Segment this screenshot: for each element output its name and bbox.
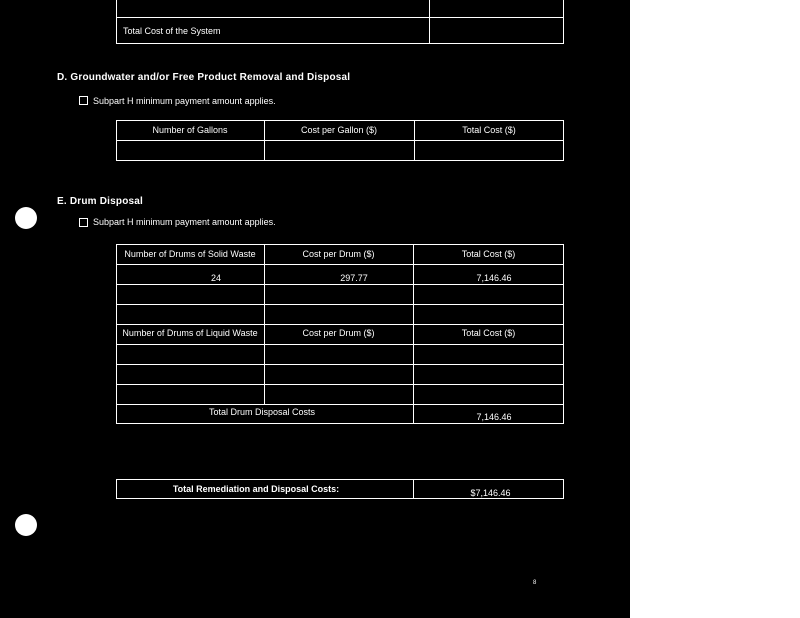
system-cost-table <box>116 0 564 44</box>
solid-drums-count: 24 <box>210 273 221 283</box>
section-d-heading: D. Groundwater and/or Free Product Removal and Disposal <box>57 72 351 83</box>
solid-cost-per-drum: 297.77 <box>340 273 368 283</box>
liquid-drums-header: Number of Drums of Liquid Waste <box>122 328 258 338</box>
binder-hole-bottom <box>15 514 37 536</box>
cost-per-gallon-header: Cost per Gallon ($) <box>300 125 378 135</box>
section-e-checkbox[interactable] <box>79 218 88 227</box>
solid-total-cost-header: Total Cost ($) <box>461 249 516 259</box>
section-e-heading: E. Drum Disposal <box>57 196 143 207</box>
drum-disposal-total-value: 7,146.46 <box>476 412 512 422</box>
system-total-label: Total Cost of the System <box>123 26 221 36</box>
solid-cost-per-drum-header: Cost per Drum ($) <box>302 249 375 259</box>
gallons-header: Number of Gallons <box>152 125 228 135</box>
grand-total-label: Total Remediation and Disposal Costs: <box>172 484 340 494</box>
section-d-checkbox-label: Subpart H minimum payment amount applies. <box>93 96 276 106</box>
solid-drums-header: Number of Drums of Solid Waste <box>124 249 256 259</box>
section-e-checkbox-label: Subpart H minimum payment amount applies. <box>93 217 276 227</box>
solid-total-cost: 7,146.46 <box>476 273 512 283</box>
page-number: 8 <box>533 580 537 586</box>
drum-disposal-total-label: Total Drum Disposal Costs <box>208 407 316 417</box>
section-d-checkbox[interactable] <box>79 96 88 105</box>
liquid-total-cost-header: Total Cost ($) <box>461 328 516 338</box>
binder-hole-top <box>15 207 37 229</box>
liquid-cost-per-drum-header: Cost per Drum ($) <box>302 328 375 338</box>
grand-total-value: $7,146.46 <box>470 488 511 498</box>
gallon-total-cost-header: Total Cost ($) <box>462 125 516 135</box>
